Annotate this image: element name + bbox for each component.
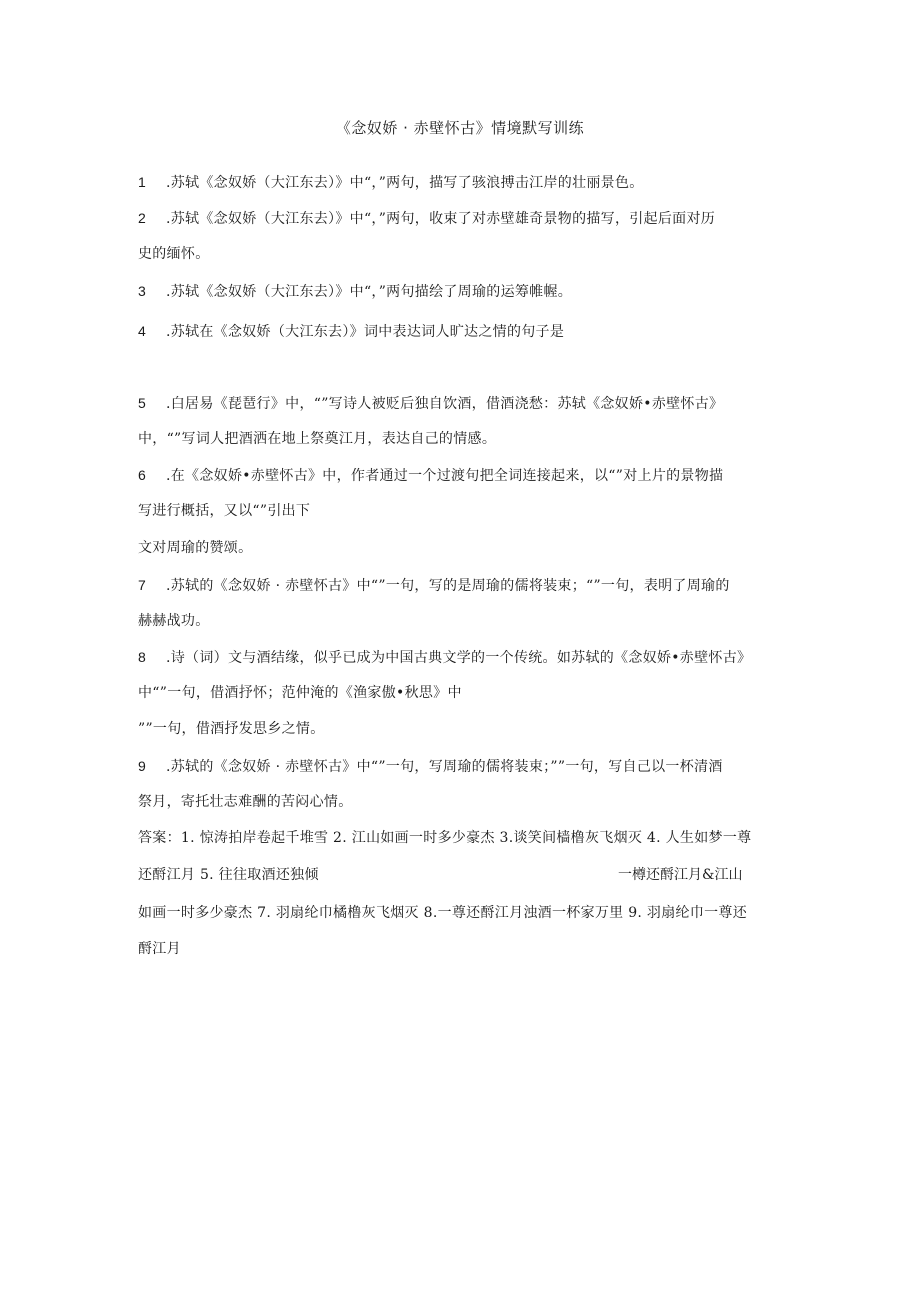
answers-line-4: 酹江月 (138, 941, 181, 957)
question-6-continued: 写进行概括，又以“”引出下 (138, 503, 311, 519)
question-number: 3 (138, 283, 147, 299)
question-text: .诗（词）文与酒结缘，似乎已成为中国古典文学的一个传统。如苏轼的《念奴娇•赤壁怀古》 (166, 650, 752, 666)
question-text: .白居易《琵琶行》中，“”写诗人被贬后独自饮酒，借酒浇愁：苏轼《念奴娇•赤壁怀古》 (166, 396, 724, 412)
question-6 (138, 464, 723, 487)
question-number: 9 (138, 758, 147, 774)
question-3 (138, 280, 572, 303)
question-6-continued: 文对周瑜的赞颂。 (138, 540, 253, 556)
question-1 (138, 171, 644, 194)
question-8 (138, 646, 751, 669)
question-7-continued: 赫赫战功。 (138, 613, 210, 629)
question-8-continued: ””一句，借酒抒发思乡之情。 (138, 721, 325, 737)
question-2 (138, 207, 715, 230)
question-2-continued: 史的缅怀。 (138, 246, 210, 262)
question-5 (138, 392, 723, 415)
question-text: .苏轼的《念奴娇 · 赤壁怀古》中“”一句，写周瑜的儒将装束；””一句，写自己以一杯清酒 (166, 759, 723, 775)
document-title: 《念奴娇 · 赤壁怀古》情境默写训练 (335, 119, 585, 137)
question-number: 6 (138, 467, 147, 483)
question-text: .苏轼的《念奴娇 · 赤壁怀古》中“”一句，写的是周瑜的儒将装束；“”一句，表明了周瑜的 (166, 578, 730, 594)
question-4 (138, 320, 564, 343)
question-number: 8 (138, 649, 147, 665)
question-text: .苏轼《念奴娇（大江东去）》中“，”两句描绘了周瑜的运筹帷幄。 (166, 284, 573, 300)
question-9-continued: 祭月，寄托壮志难酬的苦闷心情。 (138, 794, 353, 810)
question-5-continued: 中，“”写词人把酒洒在地上祭奠江月，表达自己的情感。 (138, 431, 497, 447)
answers-line-3: 如画一时多少豪杰 7. 羽扇纶巾橘橹灰飞烟灭 8.一尊还酹江月浊酒一杯家万里 9. 羽扇纶巾一尊还 (138, 905, 748, 921)
question-text: .苏轼《念奴娇（大江东去）》中“，”两句，收束了对赤壁雄奇景物的描写，引起后面对历 (166, 211, 716, 227)
answers-line-2-right: 一樽还酹江月&江山 (618, 867, 743, 883)
question-7 (138, 574, 730, 597)
question-number: 2 (138, 210, 147, 226)
question-number: 4 (138, 323, 147, 339)
question-number: 1 (138, 174, 147, 190)
question-9 (138, 755, 723, 778)
answers-line-1: 答案：1. 惊涛拍岸卷起千堆雪 2. 江山如画一时多少豪杰 3.谈笑间樯橹灰飞烟灭 4. 人生如梦一尊 (138, 830, 752, 846)
question-8-continued: 中“”一句，借酒抒怀；范仲淹的《渔家傲•秋思》中 (138, 685, 462, 701)
answers-line-2: 还酹江月 5. 往往取酒还独倾 (138, 867, 319, 883)
question-number: 7 (138, 577, 147, 593)
question-text: .苏轼在《念奴娇（大江东去）》词中表达词人旷达之情的句子是 (166, 324, 565, 340)
question-text: .在《念奴娇•赤壁怀古》中，作者通过一个过渡句把全词连接起来，以“”对上片的景物描 (166, 468, 724, 484)
question-text: .苏轼《念奴娇（大江东去）》中“，”两句，描写了骇浪搏击江岸的壮丽景色。 (166, 175, 644, 191)
question-number: 5 (138, 395, 147, 411)
